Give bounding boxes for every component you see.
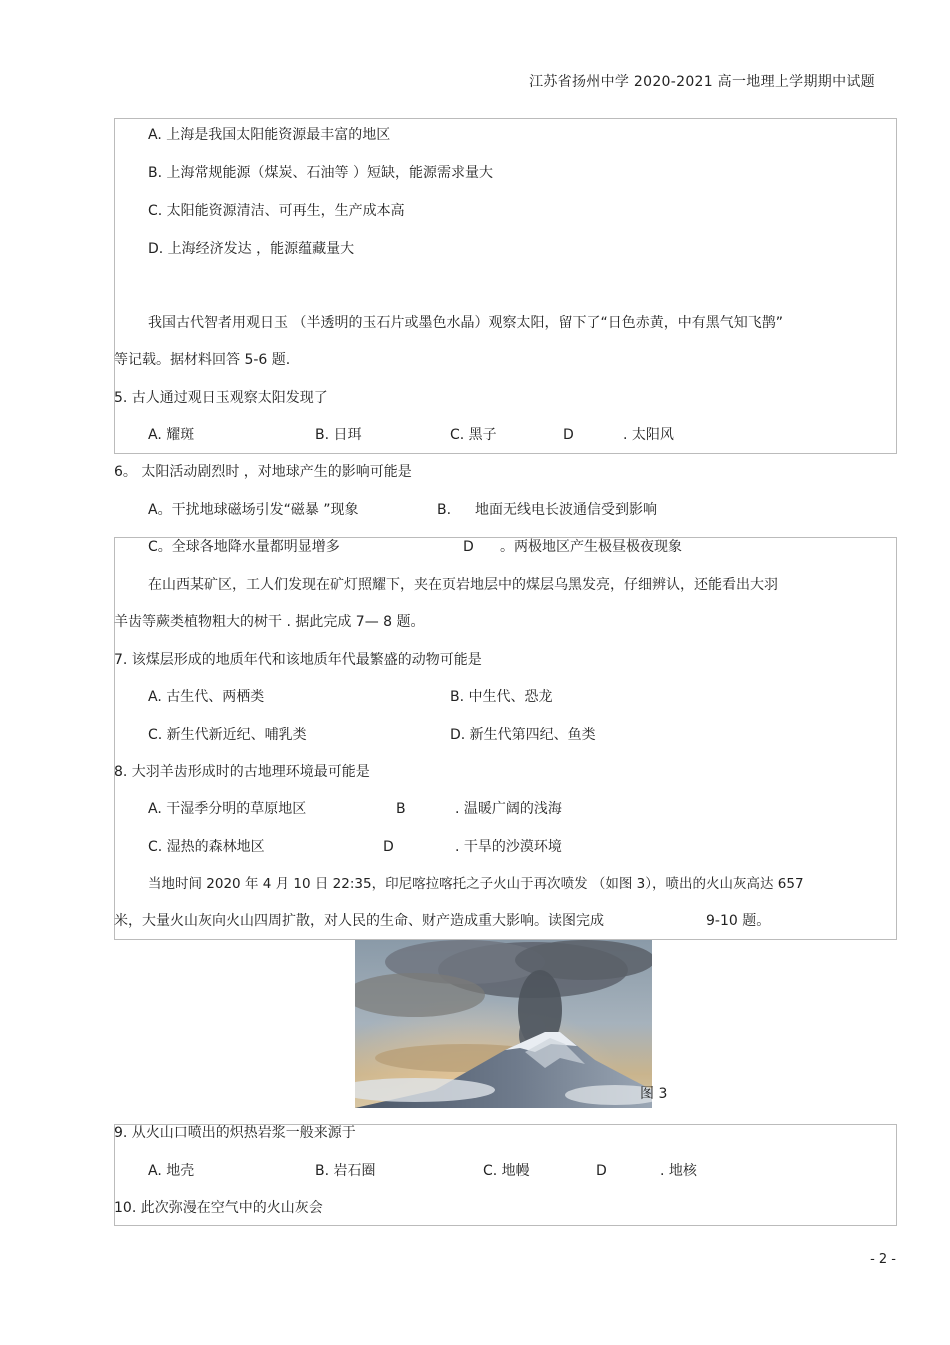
q4-option-b: B. 上海常规能源（煤炭、石油等 ）短缺，能源需求量大 — [148, 165, 493, 181]
passage-9-10-line2: 米，大量火山灰向火山四周扩散，对人民的生命、财产造成重大影响。读图完成 — [114, 913, 604, 929]
q7-option-b: B. 中生代、恐龙 — [450, 689, 553, 705]
q7-stem: 7. 该煤层形成的地质年代和该地质年代最繁盛的动物可能是 — [114, 652, 482, 668]
q9-option-a: A. 地壳 — [148, 1163, 195, 1179]
page-number: - 2 - — [870, 1252, 896, 1267]
q7-option-a: A. 古生代、两栖类 — [148, 689, 265, 705]
q6-stem: 6。 太阳活动剧烈时 ，对地球产生的影响可能是 — [114, 464, 412, 480]
q6-option-d-letter: D — [463, 539, 474, 555]
q8-option-d-letter: D — [383, 839, 394, 855]
q5-stem: 5. 古人通过观日玉观察太阳发现了 — [114, 390, 328, 406]
q8-option-b-letter: B — [396, 801, 406, 817]
volcano-eruption-photo — [355, 940, 652, 1108]
q5-option-a: A. 耀斑 — [148, 427, 195, 443]
passage-7-8-line1: 在山西某矿区，工人们发现在矿灯照耀下，夹在页岩地层中的煤层乌黑发亮，仔细辨认，还能看出大羽 — [148, 577, 778, 593]
q8-option-c: C. 湿热的森林地区 — [148, 839, 265, 855]
q9-option-d: . 地核 — [660, 1163, 697, 1179]
q9-option-c: C. 地幔 — [483, 1163, 530, 1179]
passage-7-8-line2: 羊齿等蕨类植物粗大的树干 . 据此完成 7— 8 题。 — [114, 614, 425, 630]
q7-option-c: C. 新生代新近纪、哺乳类 — [148, 727, 307, 743]
q9-option-d-letter: D — [596, 1163, 607, 1179]
q6-option-b-letter: B. — [437, 502, 452, 518]
q4-option-a: A. 上海是我国太阳能资源最丰富的地区 — [148, 127, 391, 143]
q9-option-b: B. 岩石圈 — [315, 1163, 376, 1179]
passage-9-10-line1: 当地时间 2020 年 4 月 10 日 22:35，印尼喀拉喀托之子火山于再次喷发 （如图 3），喷出的火山灰高达 657 — [148, 876, 804, 892]
q10-stem: 10. 此次弥漫在空气中的火山灰会 — [114, 1200, 323, 1216]
page-header: 江苏省扬州中学 2020-2021 高一地理上学期期中试题 — [529, 74, 875, 90]
q6-option-d: 。两极地区产生极昼极夜现象 — [500, 539, 682, 555]
passage-5-6-line1: 我国古代智者用观日玉 （半透明的玉石片或墨色水晶）观察太阳，留下了“日色赤黄，中有黑气知飞鹊” — [148, 315, 783, 331]
q8-option-b: . 温暖广阔的浅海 — [455, 801, 562, 817]
q5-option-c: C. 黑子 — [450, 427, 497, 443]
q5-option-d-letter: D — [563, 427, 574, 443]
q6-option-c: C。全球各地降水量都明显增多 — [148, 539, 340, 555]
q5-option-b: B. 日珥 — [315, 427, 362, 443]
q8-stem: 8. 大羽羊齿形成时的古地理环境最可能是 — [114, 764, 370, 780]
q7-option-d: D. 新生代第四纪、鱼类 — [450, 727, 596, 743]
passage-5-6-line2: 等记载。据材料回答 5-6 题. — [114, 352, 291, 368]
figure-caption: 图 3 — [640, 1086, 668, 1102]
q5-option-d: . 太阳风 — [623, 427, 674, 443]
q4-option-d: D. 上海经济发达 ，能源蕴藏量大 — [148, 241, 355, 257]
q8-option-a: A. 干湿季分明的草原地区 — [148, 801, 307, 817]
q8-option-d: . 干旱的沙漠环境 — [455, 839, 562, 855]
passage-9-10-ref: 9-10 题。 — [706, 913, 771, 929]
q4-option-c: C. 太阳能资源清洁、可再生，生产成本高 — [148, 203, 405, 219]
q9-stem: 9. 从火山口喷出的炽热岩浆一般来源于 — [114, 1125, 356, 1141]
q6-option-a: A。干扰地球磁场引发“磁暴 ”现象 — [148, 502, 359, 518]
q6-option-b: 地面无线电长波通信受到影响 — [475, 502, 657, 518]
